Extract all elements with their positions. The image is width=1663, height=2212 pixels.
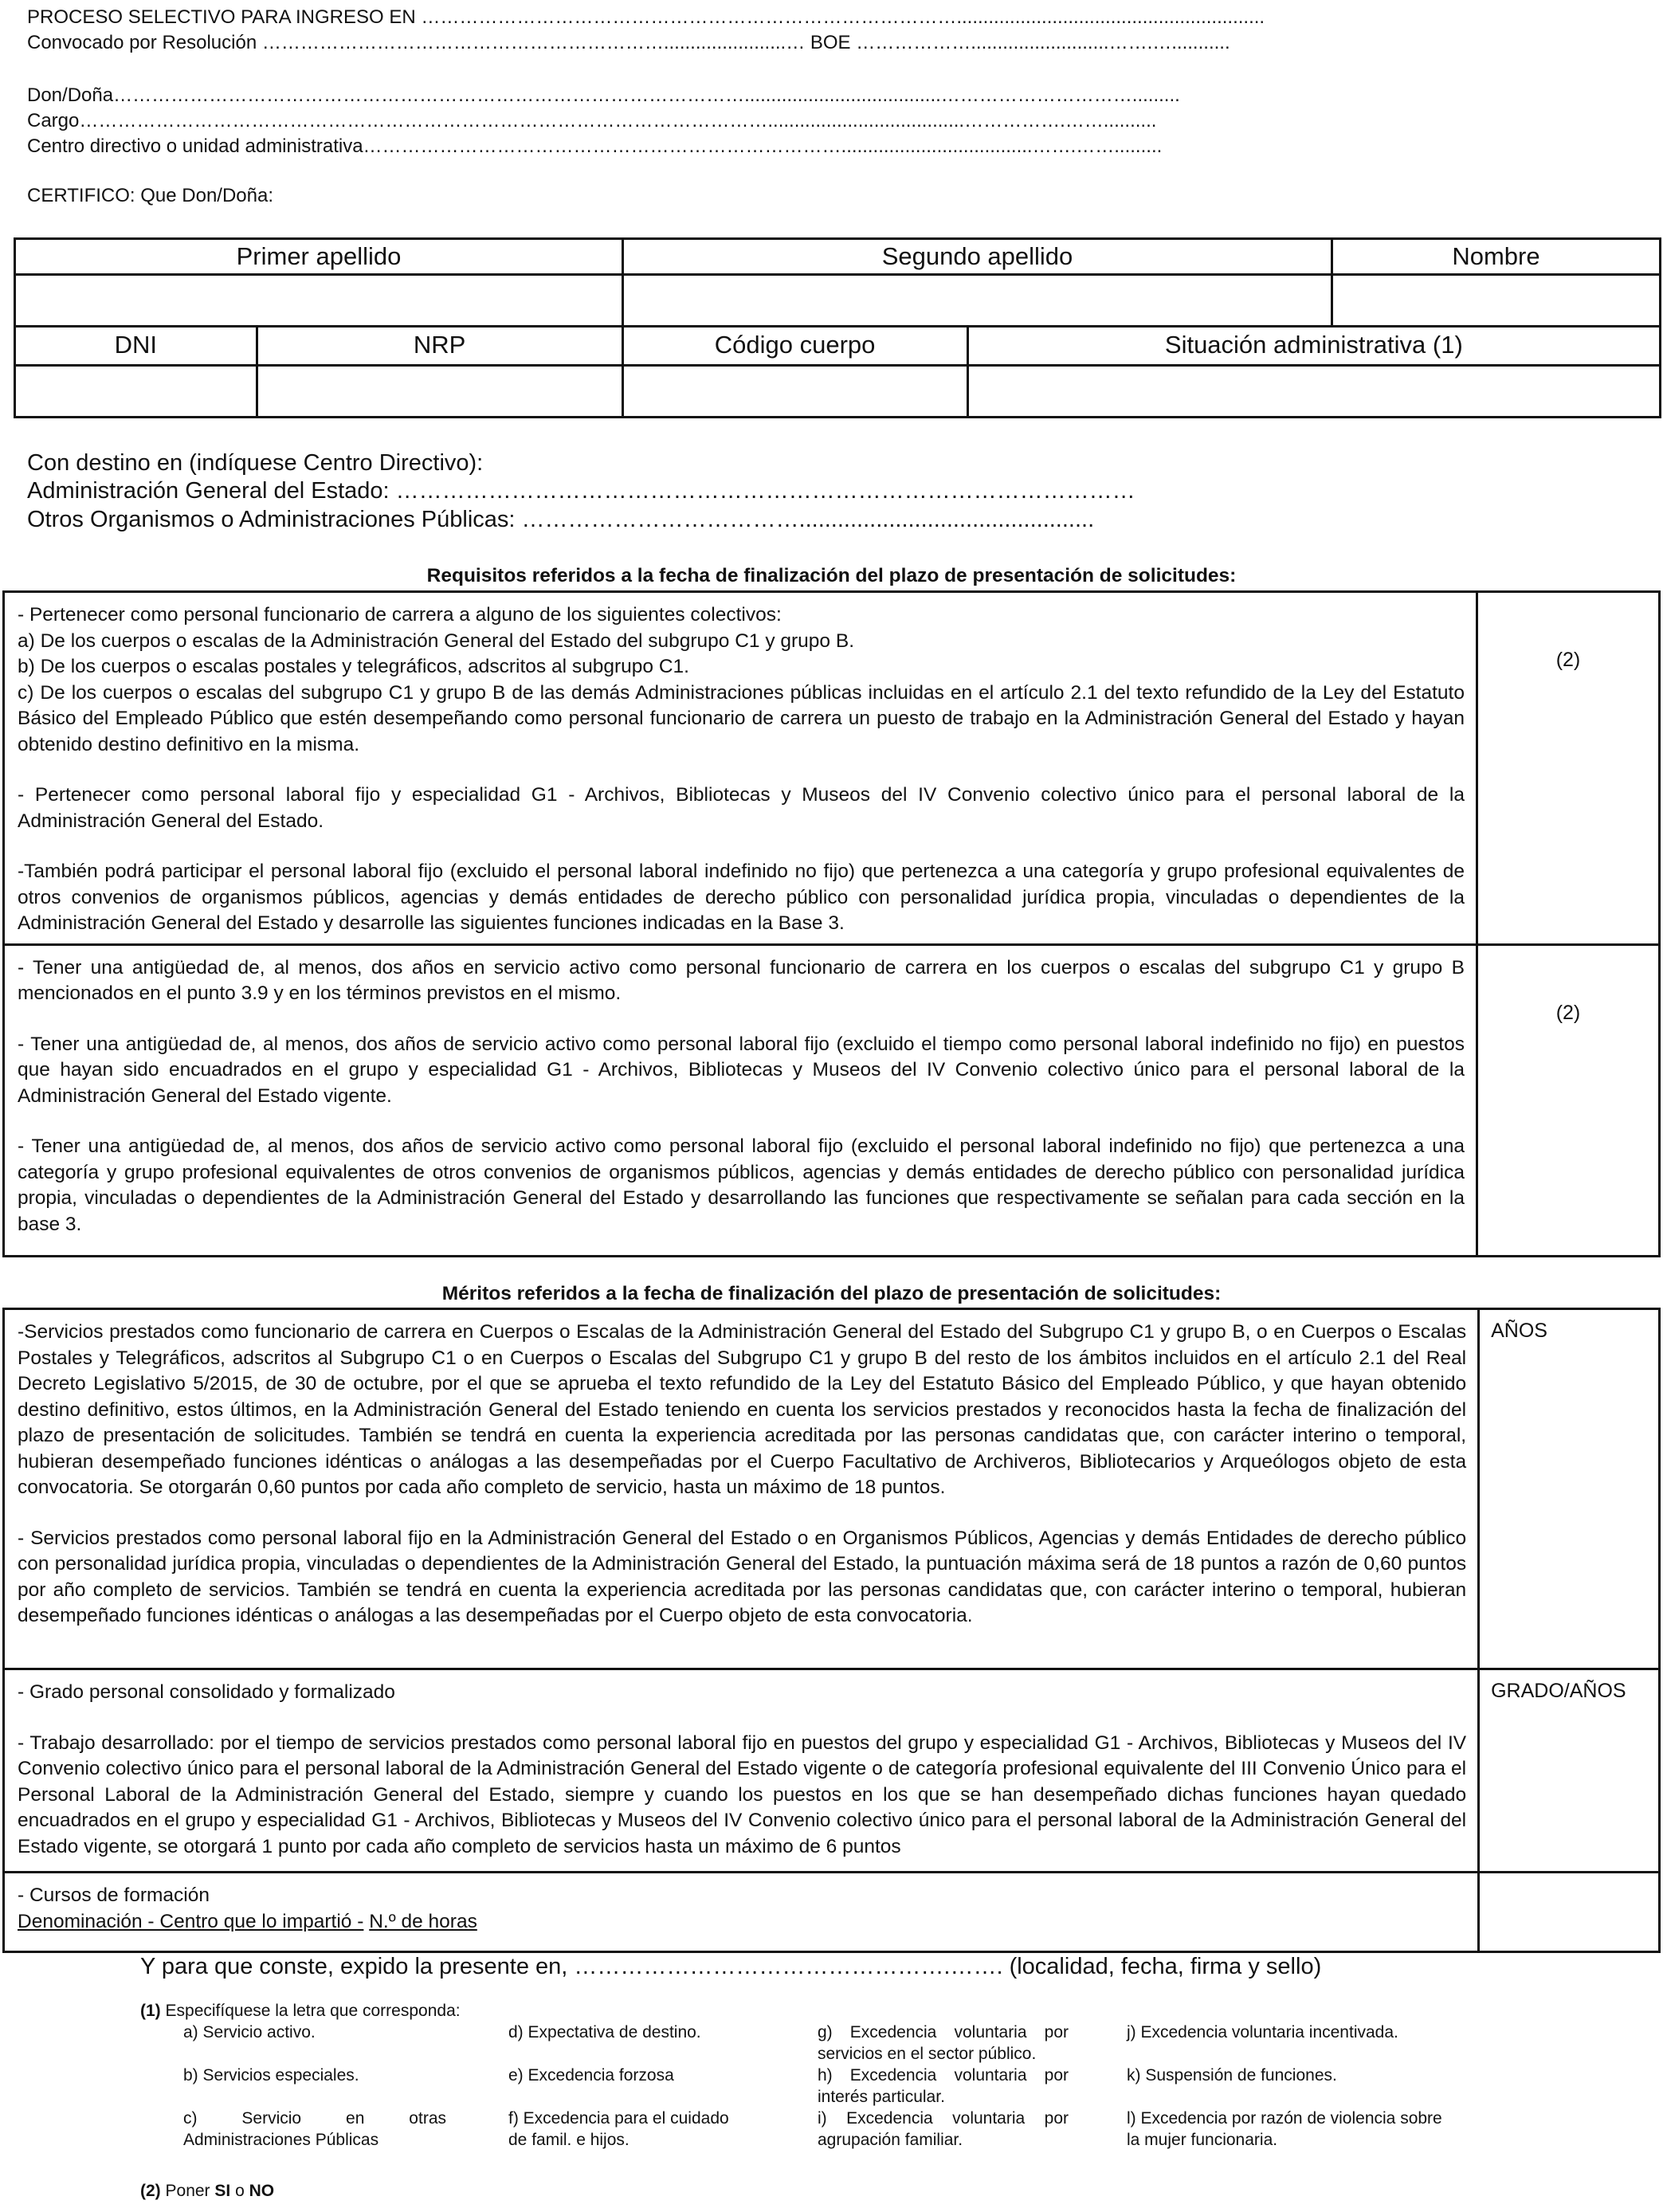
meritos-servicios [4, 1309, 1479, 1669]
header-centro-directivo: Centro directivo o unidad administrativa…………………………………………………………………....................................…….……......... [27, 135, 1163, 157]
cursos-denominacion: Denominación - Centro que lo impartió - [18, 1910, 364, 1932]
fn-c-line1: c) Servicio en otras [183, 2109, 446, 2128]
req-1-a: a) De los cuerpos o escalas de la Administración General del Estado del subgrupo C1 y grupo B. [18, 629, 855, 652]
field-primer-apellido[interactable] [15, 275, 623, 327]
merito-grado: - Grado personal consolidado y formalizado [18, 1681, 395, 1703]
meritos-cursos-value[interactable] [1479, 1873, 1660, 1952]
req-1-tambien: -También podrá participar el personal laboral fijo (excluido el personal laboral indefinido no fijo) que pertenezca a una categoría y grupo profesional equivalentes de otros convenios de organismos públicos, agencias y demás entidades de derecho público con personalidad jurídica propia, vinculadas o dependientes de la Administración General del Estado y desarrolle las siguientes funciones indicadas en la Base 3. [18, 861, 1465, 934]
merito-servicios-laboral: - Servicios prestados como personal laboral fijo en la Administración General del Estado o en Organismos Públicos, Agencias y demás Entidades de derecho público con personalidad jurídica propia, vinculadas o dependientes de la Administración General del Estado, la puntuación máxima será de 18 puntos a razón de 0,60 puntos por año completo de servicios. También se tendrá en cuenta la experiencia acreditada por las personas candidatas que, con carácter interino o temporal, hubieran desempeñado funciones idénticas o análogas a las desempeñadas por el Cuerpo objeto de esta convocatoria. [18, 1527, 1467, 1626]
footnote-2-number: (2) [140, 2182, 161, 2200]
fn-a: a) Servicio activo. [183, 2023, 316, 2041]
th-nombre: Nombre [1332, 239, 1661, 275]
fn-i-line1: i) Excedencia voluntaria por [818, 2109, 1069, 2128]
th-primer-apellido: Primer apellido [15, 239, 623, 275]
requisitos-mark-1[interactable]: (2) [1477, 592, 1659, 945]
req-1-laboral: - Pertenecer como personal laboral fijo y especialidad G1 - Archivos, Bibliotecas y Museos del IV Convenio colectivo único para el personal laboral de la Administración General del Estado. [18, 784, 1465, 832]
field-nrp[interactable] [257, 365, 622, 417]
fn-b: b) Servicios especiales. [183, 2066, 359, 2085]
cursos-horas: N.º de horas [369, 1910, 477, 1932]
fn-f-line2: de famil. e hijos. [508, 2131, 630, 2149]
header-don-dona: Don/Doña……………………………………………………………………………………….....................................…………………………......... [27, 84, 1180, 106]
th-nrp: NRP [257, 327, 622, 365]
footnote-2-no: NO [249, 2182, 275, 2200]
footnote-2-o: o [235, 2182, 245, 2200]
fn-l-line2: la mujer funcionaria. [1127, 2131, 1278, 2149]
meritos-grado-anos[interactable]: GRADO/AÑOS [1479, 1669, 1660, 1873]
field-situacion[interactable] [967, 365, 1660, 417]
fn-h-line2: interés particular. [818, 2088, 945, 2106]
footnote-2 [140, 2180, 274, 2202]
merito-servicios-funcionario: -Servicios prestados como funcionario de carrera en Cuerpos o Escalas de la Administración General del Estado del Subgrupo C1 y grupo B, o en Cuerpos o Escalas Postales y Telegráficos, adscritos al Subgrupo C1 o en Cuerpos o Escalas del Subgrupo C1 y grupo B del resto de los ámbitos incluidos en el artículo 2.1 del Real Decreto Legislativo 5/2015, de 30 de octubre, por el que se aprueba el texto refundido de la Ley del Estatuto Básico del Empleado Público, y que hayan obtenido destino definitivo, estos últimos, en la Administración General del Estado teniendo en cuenta los servicios prestados y reconocidos hasta la fecha de finalización del plazo de presentación de solicitudes. También se tendrá en cuenta la experiencia acreditada por las personas candidatas que, con carácter interino o temporal, hubieran desempeñado funciones idénticas o análogas a las desempeñadas por el Cuerpo Facultativo de Archiveros, Bibliotecarios y Arqueólogos objeto de esta convocatoria. Se otorgarán 0,60 puntos por cada año completo de servicio, hasta un máximo de 18 puntos. [18, 1321, 1467, 1498]
meritos-table [2, 1308, 1661, 1953]
requisitos-table [2, 590, 1661, 1257]
fn-g-line1: g) Excedencia voluntaria por [818, 2023, 1069, 2041]
field-nombre[interactable] [1332, 275, 1661, 327]
requisitos-block-2 [4, 944, 1477, 1256]
field-dni[interactable] [15, 365, 257, 417]
certifico-text: CERTIFICO: Que Don/Doña: [27, 185, 273, 206]
destino-age: Administración General del Estado: …………………………………………………………………………………… [27, 478, 1135, 504]
fn-j: j) Excedencia voluntaria incentivada. [1127, 2023, 1398, 2041]
th-codigo-cuerpo: Código cuerpo [622, 327, 967, 365]
fn-c-line2: Administraciones Públicas [183, 2131, 379, 2149]
requisitos-title: Requisitos referidos a la fecha de finalización del plazo de presentación de solicitudes: [426, 565, 1237, 586]
fn-f-line1: f) Excedencia para el cuidado [508, 2109, 729, 2128]
th-dni: DNI [15, 327, 257, 365]
header-proceso: PROCESO SELECTIVO PARA INGRESO EN ………………………………………………………………………….......................................................... [27, 6, 1265, 28]
th-segundo-apellido: Segundo apellido [623, 239, 1332, 275]
fn-l-line1: l) Excedencia por razón de violencia sobre [1127, 2109, 1442, 2128]
req-2-antiguedad-laboral: - Tener una antigüedad de, al menos, dos años de servicio activo como personal laboral fijo (excluido el tiempo como personal laboral indefinido no fijo) en puestos que hayan sido encuadrados en el grupo y especialidad G1 - Archivos, Bibliotecas y Museos del IV Convenio colectivo único para el personal laboral de la Administración General del Estado vigente. [18, 1033, 1465, 1107]
destino-title: Con destino en (indíquese Centro Directivo): [27, 450, 484, 476]
footnote-2-si: SI [214, 2182, 231, 2200]
meritos-title: Méritos referidos a la fecha de finalización del plazo de presentación de solicitudes: [441, 1283, 1222, 1304]
footnote-col-2 [508, 2022, 771, 2151]
closing-statement: Y para que conste, expido la presente en, ………………………………………….……. (localidad, fecha, firma y sello) [140, 1954, 1322, 1979]
identification-table [14, 237, 1661, 327]
fn-d: d) Expectativa de destino. [508, 2023, 701, 2041]
req-1-b: b) De los cuerpos o escalas postales y telegráficos, adscritos al subgrupo C1. [18, 656, 689, 677]
req-2-antiguedad-otros: - Tener una antigüedad de, al menos, dos años de servicio activo como personal laboral fijo (excluido el personal laboral indefinido no fijo) que pertenezca a una categoría y grupo profesional equivalentes de otros convenios de organismos públicos, agencias y demás entidades de derecho público con personalidad jurídica propia, vinculadas o dependientes de la Administración General del Estado y desarrollando las funciones que respectivamente se señalan para cada sección en la base 3. [18, 1135, 1465, 1235]
req-1-c: c) De los cuerpos o escalas del subgrupo C1 y grupo B de las demás Administraciones públicas incluidas en el artículo 2.1 del texto refundido de la Ley del Estatuto Básico del Empleado Público que estén desempeñando como personal funcionario de carrera un puesto de trabajo en la Administración General del Estado y hayan obtenido destino definitivo en la misma. [18, 681, 1465, 755]
footnote-1-number: (1) [140, 2002, 161, 2020]
footnote-1-text: Especifíquese la letra que corresponda: [165, 2002, 461, 2020]
field-segundo-apellido[interactable] [623, 275, 1332, 327]
th-situacion: Situación administrativa (1) [967, 327, 1660, 365]
fn-h-line1: h) Excedencia voluntaria por [818, 2066, 1069, 2085]
footnote-col-3 [818, 2022, 1069, 2151]
meritos-grado-trabajo [4, 1669, 1479, 1873]
footnote-col-4 [1127, 2022, 1485, 2151]
merito-cursos-title: - Cursos de formación [18, 1885, 210, 1906]
fn-k: k) Suspensión de funciones. [1127, 2066, 1337, 2085]
meritos-anos[interactable]: AÑOS [1479, 1309, 1660, 1669]
merito-trabajo: - Trabajo desarrollado: por el tiempo de servicios prestados como personal laboral fijo en puestos del grupo y especialidad G1 - Archivos, Bibliotecas y Museos del IV Convenio colectivo único para el personal laboral de la Administración General del Estado vigente o de categoría profesional equivalente del III Convenio Único para el Personal Laboral de la Administración General del Estado, siempre y cuando los puestos en los que se han desempeñado dichas funciones hayan quedado encuadrados en el grupo y especialidad G1 - Archivos, Bibliotecas y Museos del IV Convenio colectivo único para el personal laboral de la Administración General del Estado vigente, se otorgará 1 punto por cada año completo de servicios hasta un máximo de 6 puntos [18, 1732, 1467, 1857]
identification-table-2 [14, 327, 1661, 418]
fn-g-line2: servicios en el sector público. [818, 2045, 1037, 2063]
field-codigo-cuerpo[interactable] [622, 365, 967, 417]
fn-i-line2: agrupación familiar. [818, 2131, 963, 2149]
meritos-cursos [4, 1873, 1479, 1952]
fn-e: e) Excedencia forzosa [508, 2066, 674, 2085]
footnote-col-1 [183, 2022, 446, 2151]
req-2-antiguedad-funcionario: - Tener una antigüedad de, al menos, dos años en servicio activo como personal funcionario de carrera en los cuerpos o escalas del subgrupo C1 y grupo B mencionados en el punto 3.9 y en los términos previstos en el mismo. [18, 956, 1465, 1004]
header-cargo: Cargo……………………………………………………………………………………………….....................................…………….…….......... [27, 110, 1157, 131]
destino-otros: Otros Organismos o Administraciones Públicas: ……………………………….............................................. [27, 507, 1095, 532]
requisitos-mark-2[interactable]: (2) [1477, 944, 1659, 1256]
footnote-1-header [140, 2000, 461, 2022]
req-1-intro: - Pertenecer como personal funcionario de carrera a alguno de los siguientes colectivos: [18, 604, 782, 626]
footnote-2-pre: Poner [165, 2182, 210, 2200]
header-convocado: Convocado por Resolución ……………………………………………………….......................… BOE ………………..........................…….…........... [27, 32, 1230, 53]
requisitos-block-1 [4, 592, 1477, 945]
